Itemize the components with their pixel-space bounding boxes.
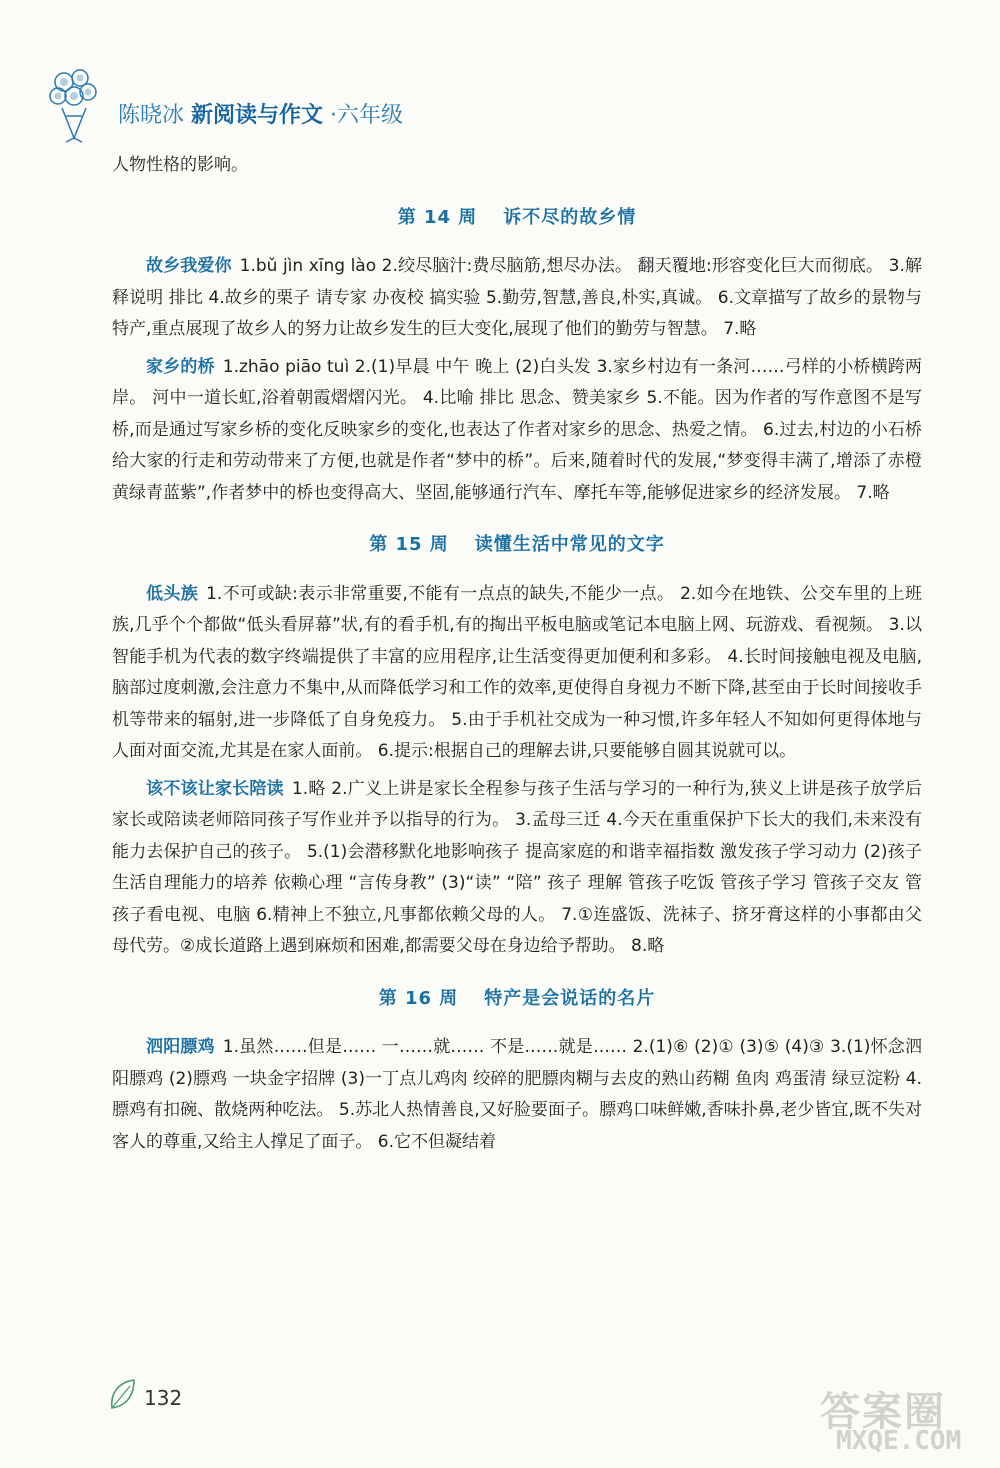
flower-bouquet-icon: [44, 64, 102, 144]
answer-content: [112, 150, 922, 1158]
week-title: 读懂生活中常见的文字: [474, 534, 665, 555]
page-number: 132: [144, 1386, 183, 1410]
section-title: 低头族: [146, 583, 199, 604]
week-number: 第 14 周: [397, 206, 478, 228]
section-title: 家乡的桥: [146, 356, 215, 377]
book-name: 新阅读与作文: [191, 103, 324, 128]
section-title: 泗阳膘鸡: [146, 1037, 215, 1057]
page-footer: [108, 1378, 308, 1418]
week-15-heading: [112, 529, 922, 561]
week-16-heading: [112, 983, 922, 1015]
section-paragraph: [112, 352, 922, 510]
section-answers: 1.zhāo piāo tuì 2.(1)早晨 中午 晚上 (2)白头发 3.家乡村边有一条河……弓样的小桥横跨两岸。 河中一道长虹,浴着朝霞熠熠闪光。 4.比喻 排比 思念、赞美家乡 5.不能。因为作者的写作意图不是写桥,而是通过写家乡桥的变化反映家乡的变化,也表达了作者对家乡的思念、热爱之情。 6.过去,村边的小石桥给大家的行走和劳动带来了方便,也就是作者“梦中的桥”。后来,随着时代的发展,“梦变得丰满了,增添了赤橙黄绿青蓝紫”,作者梦中的桥也变得高大、坚固,能够通行汽车、摩托车等,能够促进家乡的经济发展。 7.略: [112, 356, 922, 503]
section-title: 该不该让家长陪读: [146, 778, 284, 799]
author-name: 陈晓冰: [118, 103, 185, 128]
section-answers: 1.略 2.广义上讲是家长全程参与孩子生活与学习的一种行为,狭义上讲是孩子放学后家长或陪读老师陪同孩子写作业并予以指导的行为。 3.孟母三迁 4.今天在重重保护下长大的我们,未来没有能力去保护自己的孩子。 5.(1)会潜移默化地影响孩子 提高家庭的和谐幸福指数 激发孩子学习动力 (2)孩子生活自理能力的培养 依赖心理 “言传身教” (3)“读” “陪” 孩子 理解 管孩子吃饭 管孩子学习 管孩子交友 管孩子看电视、电脑 6.精神上不独立,凡事都依赖父母的人。 7.①连盛饭、洗袜子、挤牙膏这样的小事都由父母代劳。②成长道路上遇到麻烦和困难,都需要父母在身边给予帮助。 8.略: [112, 778, 923, 956]
book-title: [118, 98, 403, 129]
continuation-text: 人物性格的影响。: [112, 155, 248, 175]
leaf-icon: [108, 1378, 136, 1412]
week-title: 诉不尽的故乡情: [503, 206, 637, 228]
week-14-heading: [112, 202, 922, 234]
section-title: 故乡我爱你: [146, 256, 232, 276]
section-paragraph: [112, 579, 922, 768]
watermark-url: MXQE.COM: [836, 1426, 962, 1456]
section-paragraph: [112, 774, 922, 963]
week-number: 第 16 周: [378, 987, 459, 1009]
grade-label: ·六年级: [330, 103, 404, 128]
watermark-cn: 答案圈: [820, 1389, 946, 1435]
section-paragraph: [112, 1032, 922, 1158]
week-title: 特产是会说话的名片: [484, 987, 656, 1009]
section-answers: 1.bǔ jìn xīng lào 2.绞尽脑汁:费尽脑筋,想尽办法。 翻天覆地:形容变化巨大而彻底。 3.解释说明 排比 4.故乡的栗子 请专家 办夜校 搞实验 5.勤劳,智慧,善良,朴实,真诚。 6.文章描写了故乡的景物与特产,重点展现了故乡人的努力让故乡发生的巨大变化,展现了他们的勤劳与智慧。 7.略: [112, 256, 922, 339]
page-header: [44, 64, 644, 144]
week-number: 第 15 周: [369, 534, 449, 555]
section-answers: 1.不可或缺:表示非常重要,不能有一点点的缺失,不能少一点。 2.如今在地铁、公交车里的上班族,几乎个个都做“低头看屏幕”状,有的看手机,有的掏出平板电脑或笔记本电脑上网、玩游戏、看视频。 3.以智能手机为代表的数字终端提供了丰富的应用程序,让生活变得更加便利和多彩。 4.长时间接触电视及电脑,脑部过度刺激,会注意力不集中,从而降低学习和工作的效率,更使得自身视力不断下降,甚至由于长时间接收手机等带来的辐射,进一步降低了自身免疫力。 5.由于手机社交成为一种习惯,许多年轻人不知如何更得体地与人面对面交流,尤其是在家人面前。 6.提示:根据自己的理解去讲,只要能够自圆其说就可以。: [112, 583, 922, 761]
section-answers: 1.虽然……但是…… 一……就…… 不是……就是…… 2.(1)⑥ (2)① (3)⑤ (4)③ 3.(1)怀念泗阳膘鸡 (2)膘鸡 一块金字招牌 (3)一丁点儿鸡肉 绞碎的肥膘肉糊与去皮的熟山药糊 鱼肉 鸡蛋清 绿豆淀粉 4.膘鸡有扣碗、散烧两种吃法。 5.苏北人热情善良,又好脸要面子。膘鸡口味鲜嫩,香味扑鼻,老少皆宜,既不失对客人的尊重,又给主人撑足了面子。 6.它不但凝结着: [112, 1037, 922, 1152]
watermark: [820, 1380, 990, 1460]
section-paragraph: [112, 251, 922, 346]
